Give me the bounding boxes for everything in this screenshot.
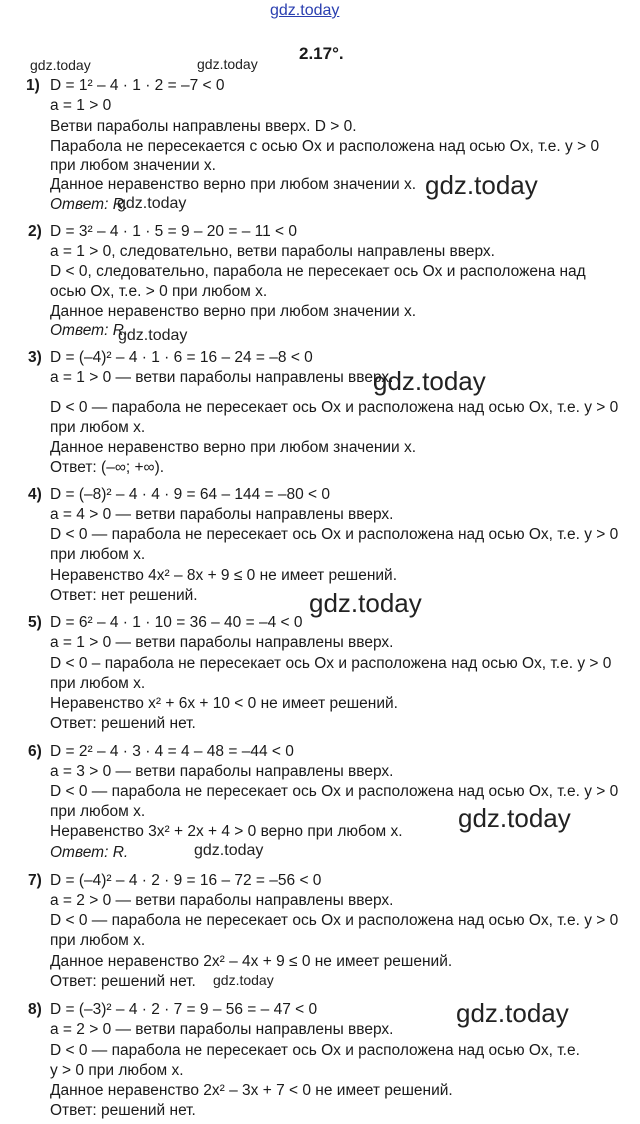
solution-line: D = 1² – 4 · 1 · 2 = –7 < 0 <box>50 77 225 94</box>
watermark-small: gdz.today <box>30 57 91 73</box>
solution-line: D < 0 – парабола не пересекает ось Ox и расположена над осью Ox, т.е. y > 0 <box>50 655 612 672</box>
watermark-small: gdz.today <box>118 327 188 344</box>
solution-line: D = (–4)² – 4 · 2 · 9 = 16 – 72 = –56 < 0 <box>50 872 322 889</box>
solution-line: D = 2² – 4 · 3 · 4 = 4 – 48 = –44 < 0 <box>50 743 294 760</box>
solution-line: D < 0 — парабола не пересекает ось Ox и расположена над осью Ox, т.е. y > 0 <box>50 526 619 543</box>
answer-line: Ответ: решений нет. <box>50 973 196 990</box>
problem-number: 3) <box>28 349 42 366</box>
solution-line: a = 3 > 0 — ветви параболы направлены вверх. <box>50 763 394 780</box>
solution-line: Неравенство x² + 6x + 10 < 0 не имеет решений. <box>50 695 398 712</box>
solution-line: Парабола не пересекается с осью Ox и расположена над осью Ox, т.е. y > 0 <box>50 138 600 155</box>
solution-line: D < 0, следовательно, парабола не пересекает ось Ox и расположена над <box>50 263 586 280</box>
solution-line: Данное неравенство 2x² – 4x + 9 ≤ 0 не имеет решений. <box>50 953 453 970</box>
problem-number: 1) <box>26 77 40 94</box>
solution-line: при любом x. <box>50 546 146 563</box>
watermark-top: gdz.today <box>270 2 340 19</box>
solution-line: D < 0 — парабола не пересекает ось Ox и расположена над осью Ox, т.е. <box>50 1042 580 1059</box>
answer-line: Ответ: R. <box>50 196 129 213</box>
watermark-small: gdz.today <box>213 972 274 988</box>
solution-line: a = 1 > 0, следовательно, ветви параболы направлены вверх. <box>50 243 495 260</box>
solution-line: D = 3² – 4 · 1 · 5 = 9 – 20 = – 11 < 0 <box>50 223 298 240</box>
problem-number: 8) <box>28 1001 42 1018</box>
solution-line: y > 0 при любом x. <box>50 1062 184 1079</box>
problem-number: 4) <box>28 486 42 503</box>
problem-number: 7) <box>28 872 42 889</box>
problem-number: 5) <box>28 614 42 631</box>
solution-line: Ветви параболы направлены вверх. D > 0. <box>50 118 357 135</box>
watermark-large: gdz.today <box>309 588 422 618</box>
answer-line: Ответ: решений нет. <box>50 715 196 732</box>
solution-line: Данное неравенство верно при любом значении x. <box>50 439 417 456</box>
solution-line: Неравенство 4x² – 8x + 9 ≤ 0 не имеет решений. <box>50 567 398 584</box>
solution-line: при любом x. <box>50 419 146 436</box>
solution-line: Данное неравенство верно при любом значении x. <box>50 176 417 193</box>
solution-line: D < 0 — парабола не пересекает ось Ox и расположена над осью Ox, т.е. y > 0 <box>50 912 619 929</box>
answer-line: Ответ: решений нет. <box>50 1102 196 1119</box>
solution-line: при любом значении x. <box>50 157 216 174</box>
answer-line: Ответ: R. <box>50 844 129 861</box>
solution-line: Данное неравенство верно при любом значении x. <box>50 303 417 320</box>
watermark-large: gdz.today <box>425 170 538 200</box>
watermark-small: gdz.today <box>117 195 187 212</box>
solution-line: D = (–4)² – 4 · 1 · 6 = 16 – 24 = –8 < 0 <box>50 349 313 366</box>
watermark-large: gdz.today <box>456 998 569 1028</box>
problem-number: 2) <box>28 223 42 240</box>
watermark-small: gdz.today <box>194 842 264 859</box>
solution-line: Данное неравенство 2x² – 3x + 7 < 0 не имеет решений. <box>50 1082 453 1099</box>
solution-line: a = 2 > 0 — ветви параболы направлены вверх. <box>50 892 394 909</box>
watermark-large: gdz.today <box>373 366 486 396</box>
solution-line: при любом x. <box>50 675 146 692</box>
solution-line: a = 4 > 0 — ветви параболы направлены вверх. <box>50 506 394 523</box>
solution-line: a = 1 > 0 — ветви параболы направлены вверх. <box>50 369 394 386</box>
answer-line: Ответ: R. <box>50 322 129 339</box>
solution-line: a = 2 > 0 — ветви параболы направлены вверх. <box>50 1021 394 1038</box>
solution-line: a = 1 > 0 <box>50 97 112 114</box>
watermark-small: gdz.today <box>197 56 258 72</box>
solution-line: D = 6² – 4 · 1 · 10 = 36 – 40 = –4 < 0 <box>50 614 303 631</box>
solution-line: при любом x. <box>50 932 146 949</box>
solution-line: D = (–3)² – 4 · 2 · 7 = 9 – 56 = – 47 < 0 <box>50 1001 318 1018</box>
solution-line: D < 0 — парабола не пересекает ось Ox и расположена над осью Ox, т.е. y > 0 <box>50 783 619 800</box>
solution-line: Неравенство 3x² + 2x + 4 > 0 верно при любом x. <box>50 823 403 840</box>
solution-line: a = 1 > 0 — ветви параболы направлены вверх. <box>50 634 394 651</box>
exercise-number: 2.17°. <box>299 44 344 63</box>
watermark-large: gdz.today <box>458 803 571 833</box>
problem-number: 6) <box>28 743 42 760</box>
answer-line: Ответ: (–∞; +∞). <box>50 459 165 476</box>
solution-line: осью Ox, т.е. > 0 при любом x. <box>50 283 268 300</box>
answer-line: Ответ: нет решений. <box>50 587 198 604</box>
solution-line: D < 0 — парабола не пересекает ось Ox и расположена над осью Ox, т.е. y > 0 <box>50 399 619 416</box>
solution-line: D = (–8)² – 4 · 4 · 9 = 64 – 144 = –80 < 0 <box>50 486 331 503</box>
solution-line: при любом x. <box>50 803 146 820</box>
